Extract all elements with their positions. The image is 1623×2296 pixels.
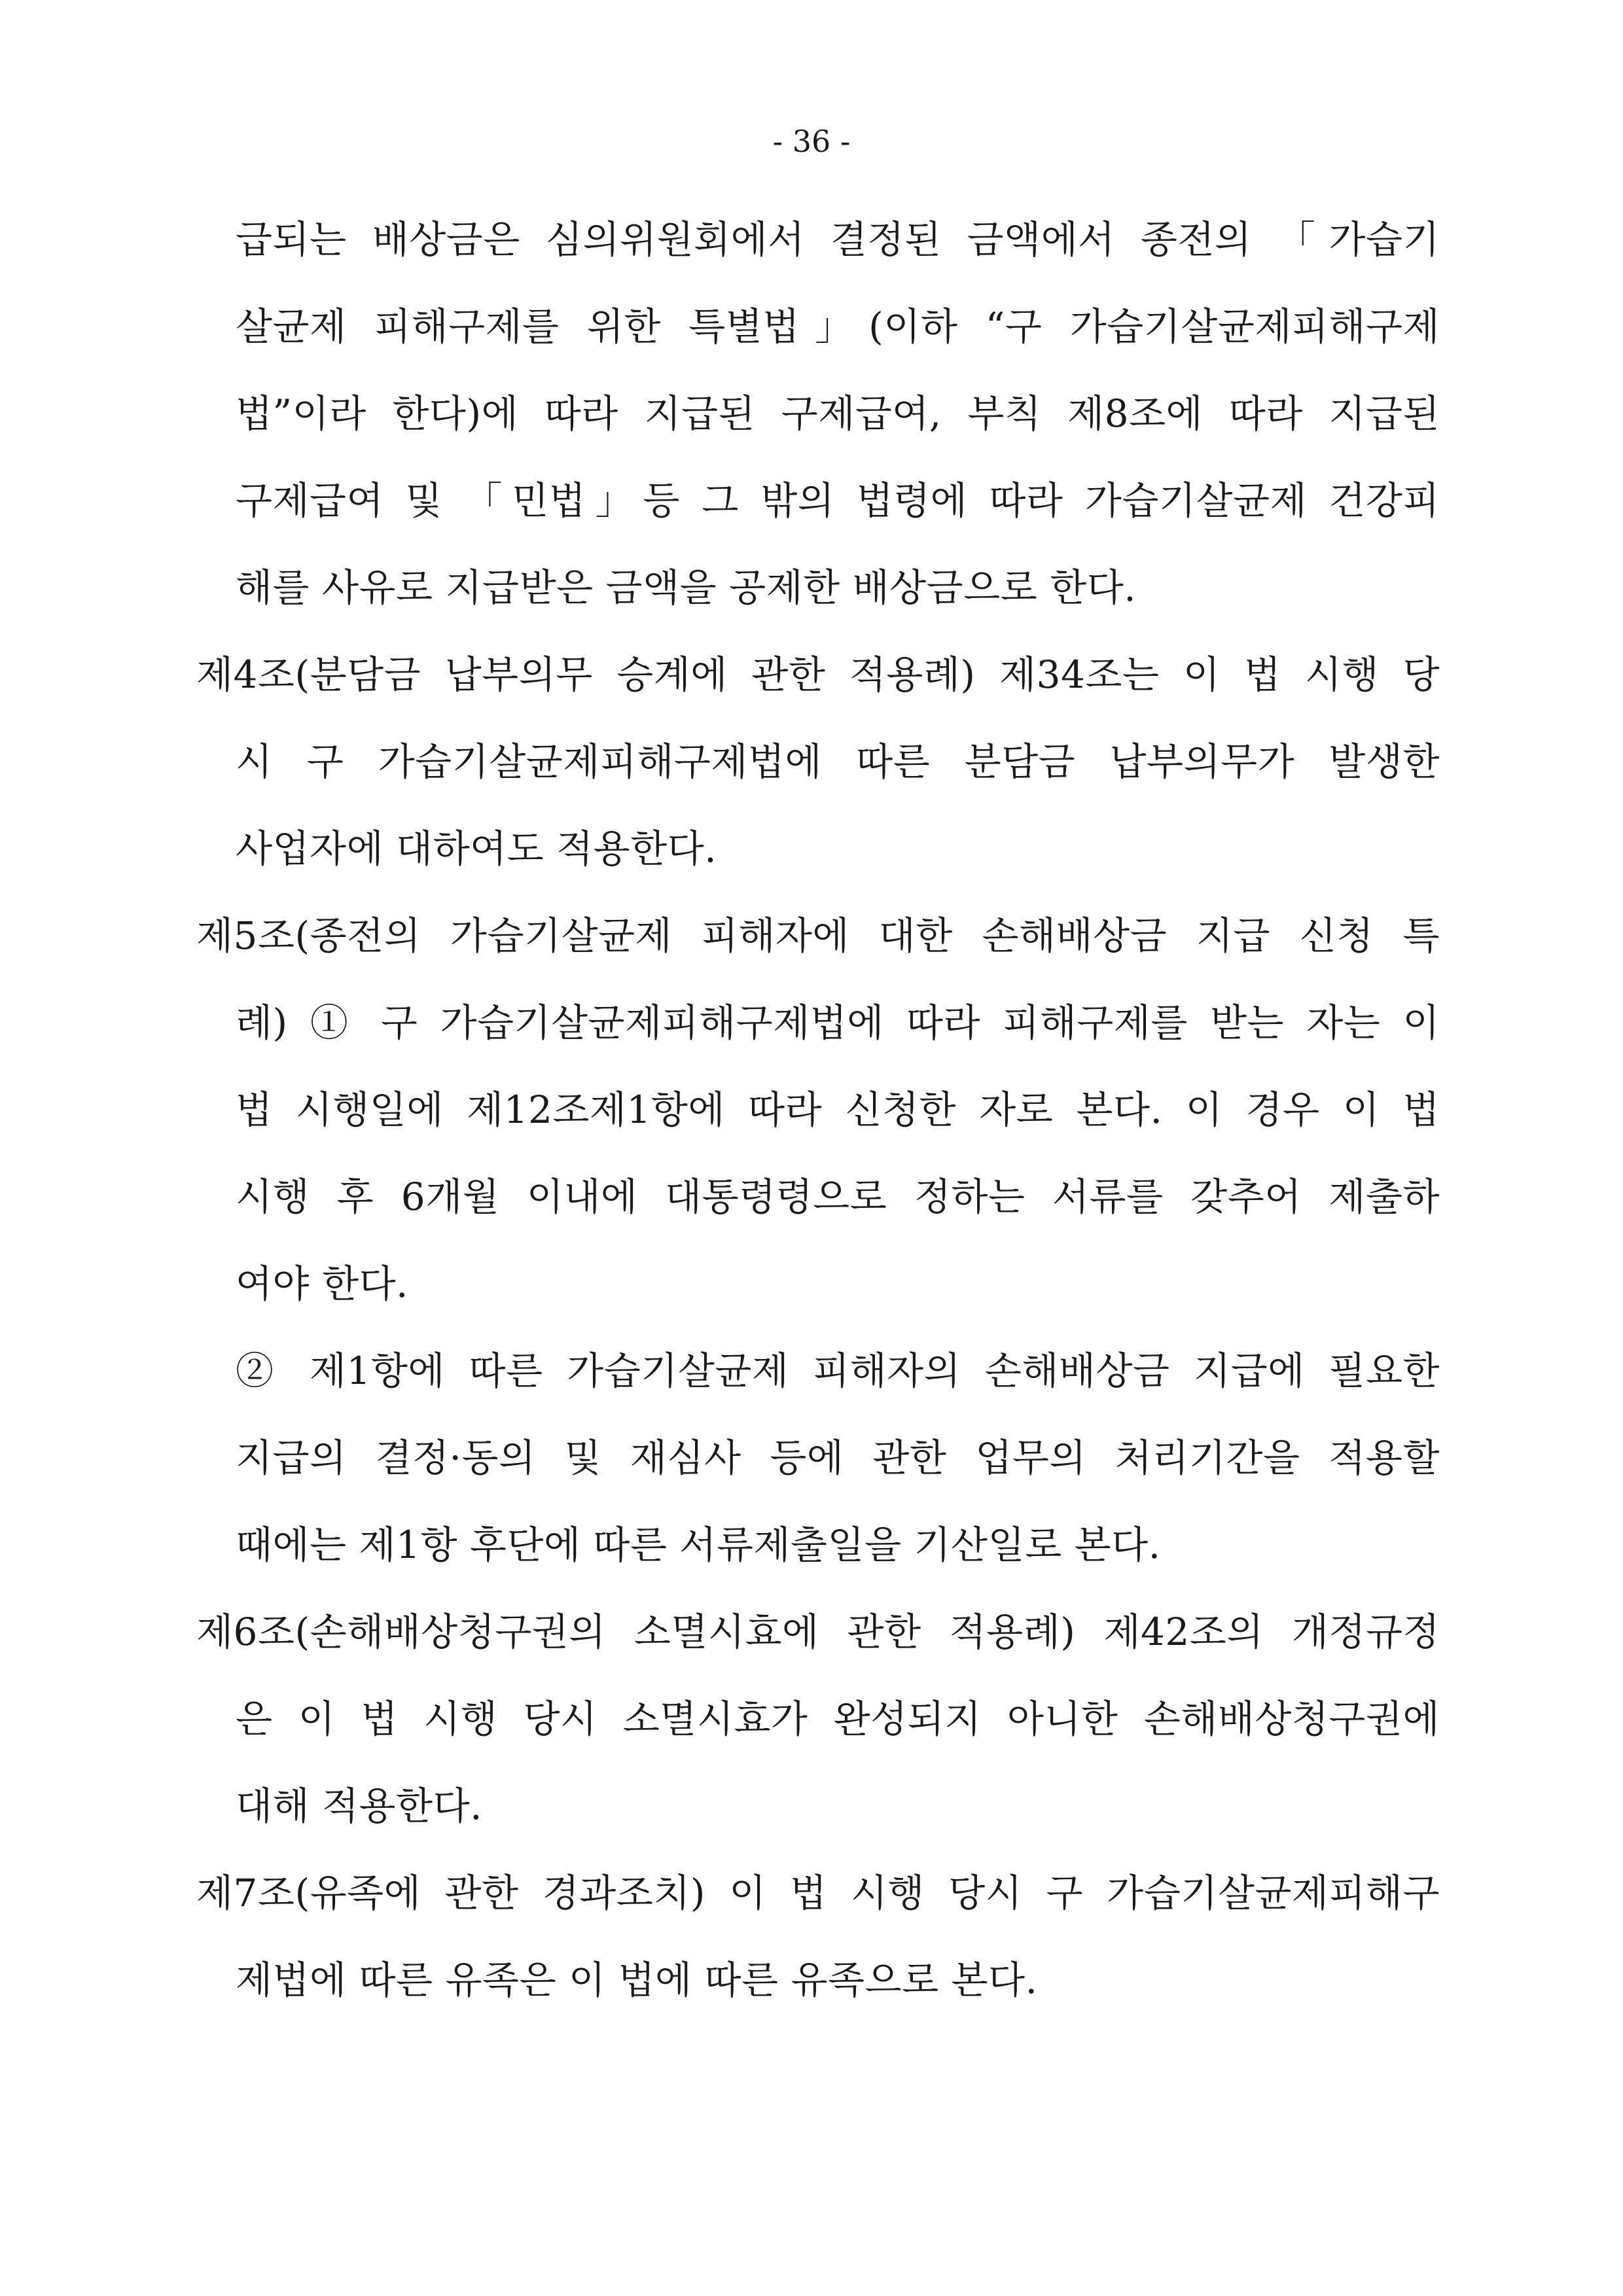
text-line: 법”이라 한다)에 따라 지급된 구제급여, 부칙 제8조에 따라 지급된 — [236, 391, 1440, 436]
text-line: 급되는 배상금은 심의위원회에서 결정된 금액에서 종전의 「가습기 — [236, 217, 1440, 262]
text-line: 여야 한다. — [236, 1262, 408, 1306]
text-line: 구제급여 및 「민법」등 그 밖의 법령에 따라 가습기살균제 건강피 — [236, 478, 1440, 523]
body-text — [196, 213, 1440, 2041]
text-line: 살균제 피해구제를 위한 특별법」(이하 “구 가습기살균제피해구제 — [236, 304, 1440, 349]
text-line: 제법에 따른 유족은 이 법에 따른 유족으로 본다. — [236, 1958, 1038, 2002]
text-line: 례) ① 구 가습기살균제피해구제법에 따라 피해구제를 받는 자는 이 — [236, 1000, 1440, 1045]
text-line: 제4조(분담금 납부의무 승계에 관한 적용례) 제34조는 이 법 시행 당 — [196, 652, 1440, 697]
text-line: 제7조(유족에 관한 경과조치) 이 법 시행 당시 구 가습기살균제피해구 — [196, 1871, 1440, 1915]
text-line: 법 시행일에 제12조제1항에 따라 신청한 자로 본다. 이 경우 이 법 — [236, 1087, 1440, 1132]
text-line: 때에는 제1항 후단에 따른 서류제출일을 기산일로 본다. — [236, 1523, 1161, 1567]
text-line: 시 구 가습기살균제피해구제법에 따른 분담금 납부의무가 발생한 — [236, 739, 1440, 784]
text-line: 은 이 법 시행 당시 소멸시효가 완성되지 아니한 손해배상청구권에 — [236, 1697, 1440, 1741]
text-line: 시행 후 6개월 이내에 대통령령으로 정하는 서류를 갖추어 제출하 — [236, 1174, 1440, 1219]
text-line: 대해 적용한다. — [236, 1784, 483, 1828]
text-line: 해를 사유로 지급받은 금액을 공제한 배상금으로 한다. — [236, 565, 1137, 610]
text-line: ② 제1항에 따른 가습기살균제 피해자의 손해배상금 지급에 필요한 — [236, 1349, 1440, 1393]
page-number: - 36 - — [772, 124, 851, 159]
text-line: 제6조(손해배상청구권의 소멸시효에 관한 적용례) 제42조의 개정규정 — [196, 1610, 1440, 1654]
text-line: 사업자에 대하여도 적용한다. — [236, 826, 717, 871]
text-line: 제5조(종전의 가습기살균제 피해자에 대한 손해배상금 지급 신청 특 — [196, 913, 1440, 958]
text-line: 지급의 결정·동의 및 재심사 등에 관한 업무의 처리기간을 적용할 — [236, 1436, 1440, 1480]
